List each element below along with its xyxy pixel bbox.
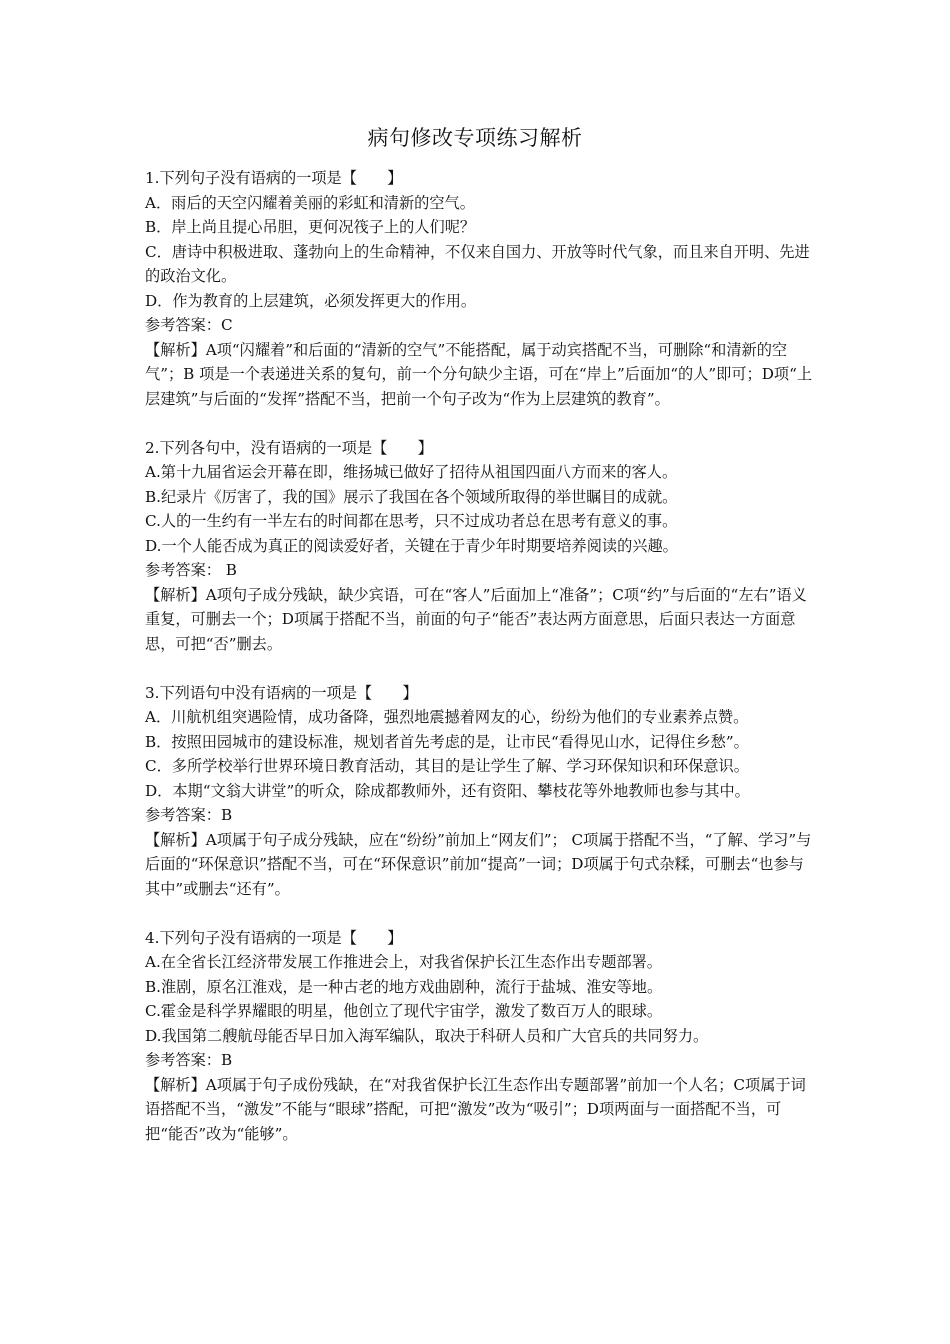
option-c: C.人的一生约有一半左右的时间都在思考，只不过成功者总在思考有意义的事。	[145, 512, 678, 530]
option-b: B.纪录片《厉害了，我的国》展示了我国在各个领域所取得的举世瞩目的成就。	[145, 487, 678, 506]
option-b: B.淮剧，原名江淮戏，是一种古老的地方戏曲剧种，流行于盐城、淮安等地。	[145, 977, 663, 996]
option-d: D．本期“文翁大讲堂”的听众，除成都教师外，还有资阳、攀枝花等外地教师也参与其中。	[145, 781, 750, 800]
question-stem: 4.下列句子没有语病的一项是【 】	[145, 928, 403, 947]
question-stem: 2.下列各句中，没有语病的一项是【 】	[145, 438, 433, 457]
analysis-text: 【解析】A项属于句子成份残缺，在“对我省保护长江生态作出专题部署”前加一个人名；C项属于词语搭配不当，“激发”不能与“眼球”搭配，可把“激发”改为“吸引”；D项两面与一面搭配不当，可把“能否”改为“能够”。	[145, 1075, 806, 1143]
question-1	[145, 166, 813, 411]
option-a: A．雨后的天空闪耀着美丽的彩虹和清新的空气。	[145, 193, 475, 212]
document-body	[145, 166, 813, 1171]
analysis-text: 【解析】A项句子成分残缺，缺少宾语，可在“客人”后面加上“准备”；C项“约”与后面的“左右”语义重复，可删去一个；D项属于搭配不当，前面的句子“能否”表达两方面意思，后面只表达一方面意思，可把“否”删去。	[145, 585, 807, 653]
analysis-text: 【解析】A项“闪耀着”和后面的“清新的空气”不能搭配，属于动宾搭配不当，可删除“和清新的空气”；B 项是一个表递进关系的复句，前一个分句缺少主语，可在“岸上”后面加“的人”即可；D项“上层建筑”与后面的“发挥”搭配不当，把前一个句子改为“作为上层建筑的教育”。	[145, 340, 813, 408]
reference-answer: 参考答案：C	[145, 316, 233, 334]
reference-answer: 参考答案：B	[145, 1051, 233, 1069]
option-a: A.第十九届省运会开幕在即，维扬城已做好了招待从祖国四面八方而来的客人。	[145, 463, 678, 481]
question-4	[145, 926, 813, 1147]
question-2	[145, 436, 813, 657]
option-a: A．川航机组突遇险情，成功备降，强烈地震撼着网友的心，纷纷为他们的专业素养点赞。	[145, 708, 749, 726]
option-c: C．唐诗中积极进取、蓬勃向上的生命精神，不仅来自国力、开放等时代气象，而且来自开明、先进的政治文化。	[145, 242, 810, 285]
question-stem: 3.下列语句中没有语病的一项是【 】	[145, 683, 418, 702]
analysis-text: 【解析】A项属于句子成分残缺，应在“纷纷”前加上“网友们”； C项属于搭配不当，“了解、学习”与后面的“环保意识”搭配不当，可在“环保意识”前加“提高”一词；D项属于句式杂糅，可删去“也参与其中”或删去“还有”。	[145, 830, 812, 898]
option-c: C．多所学校举行世界环境日教育活动，其目的是让学生了解、学习环保知识和环保意识。	[145, 757, 749, 775]
reference-answer: 参考答案： B	[145, 561, 237, 579]
question-stem: 1.下列句子没有语病的一项是【 】	[145, 169, 403, 187]
option-d: D．作为教育的上层建筑，必须发挥更大的作用。	[145, 291, 477, 310]
question-3	[145, 681, 813, 902]
option-b: B．岸上尚且提心吊胆，更何况筏子上的人们呢？	[145, 218, 476, 236]
option-a: A.在全省长江经济带发展工作推进会上，对我省保护长江生态作出专题部署。	[145, 953, 662, 971]
option-d: D.我国第二艘航母能否早日加入海军编队，取决于科研人员和广大官兵的共同努力。	[145, 1026, 709, 1045]
reference-answer: 参考答案：B	[145, 806, 233, 824]
document-title: 病句修改专项练习解析	[367, 126, 583, 150]
option-d: D.一个人能否成为真正的阅读爱好者，关键在于青少年时期要培养阅读的兴趣。	[145, 536, 678, 555]
option-c: C.霍金是科学界耀眼的明星，他创立了现代宇宙学，激发了数百万人的眼球。	[145, 1002, 663, 1020]
option-b: B．按照田园城市的建设标准，规划者首先考虑的是，让市民“看得见山水，记得住乡愁”。	[145, 732, 749, 751]
